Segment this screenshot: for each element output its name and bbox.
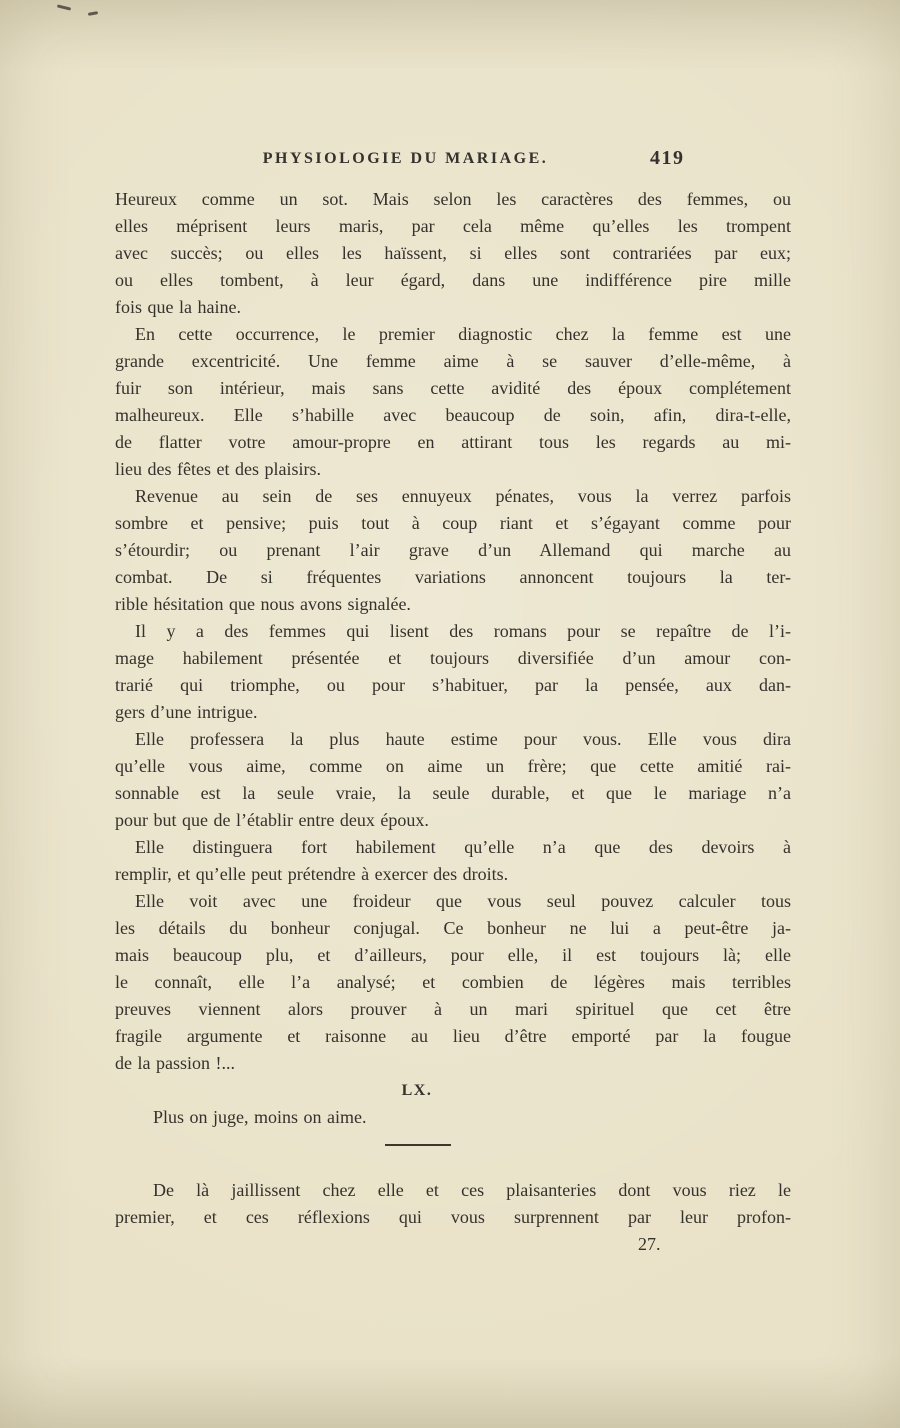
paragraph <box>115 834 791 888</box>
section-heading: LX. <box>401 1082 433 1099</box>
text-line: rible hésitation que nous avons signalée. <box>115 594 411 614</box>
text-line: fragile argumente et raisonne au lieu d’être emporté par la fougue <box>115 1026 791 1046</box>
text-line: gers d’une intrigue. <box>115 702 258 722</box>
paragraph <box>115 618 791 726</box>
text-line: de la passion !... <box>115 1053 235 1073</box>
text-line: mais beaucoup plu, et d’ailleurs, pour elle, il est toujours là; elle <box>115 945 791 965</box>
paragraph <box>115 483 791 618</box>
text-line: trarié qui triomphe, ou pour s’habituer, par la pensée, aux dan- <box>115 675 791 695</box>
text-line: qu’elle vous aime, comme on aime un frère; que cette amitié rai- <box>115 756 791 776</box>
scan-artifact <box>88 11 98 16</box>
text-line: sombre et pensive; puis tout à coup riant et s’égayant comme pour <box>115 513 791 533</box>
text-line: Il y a des femmes qui lisent des romans pour se repaître de l’i- <box>135 621 791 641</box>
text-line: le connaît, elle l’a analysé; et combien de légères mais terribles <box>115 972 791 992</box>
paragraph <box>115 186 791 321</box>
text-line: preuves viennent alors prouver à un mari spirituel que cet être <box>115 999 791 1019</box>
text-line: les détails du bonheur conjugal. Ce bonheur ne lui a peut-être ja- <box>115 918 791 938</box>
paragraph <box>115 726 791 834</box>
page-number: 419 <box>650 147 685 169</box>
running-title: PHYSIOLOGIE DU MARIAGE. <box>262 150 549 167</box>
text-line: fois que la haine. <box>115 297 241 317</box>
text-line: elles méprisent leurs maris, par cela même qu’elles les trompent <box>115 216 791 236</box>
text-line: mage habilement présentée et toujours diversifiée d’un amour con- <box>115 648 791 668</box>
text-line: Elle voit avec une froideur que vous seul pouvez calculer tous <box>135 891 791 911</box>
text-line: Elle distinguera fort habilement qu’elle n’a que des devoirs à <box>135 837 791 857</box>
text-line: malheureux. Elle s’habille avec beaucoup de soin, afin, dira-t-elle, <box>115 405 791 425</box>
signature-mark: 27. <box>638 1234 661 1254</box>
text-line: De là jaillissent chez elle et ces plaisanteries dont vous riez le <box>153 1180 791 1200</box>
text-line: de flatter votre amour-propre en attirant tous les regards au mi- <box>115 432 791 452</box>
page-body <box>115 186 791 1258</box>
text-line: s’étourdir; ou prenant l’air grave d’un Allemand qui marche au <box>115 540 791 560</box>
paragraph <box>115 888 791 1077</box>
text-line: En cette occurrence, le premier diagnostic chez la femme est une <box>135 324 791 344</box>
text-line: ou elles tombent, à leur égard, dans une indifférence pire mille <box>115 270 791 290</box>
text-line: lieu des fêtes et des plaisirs. <box>115 459 321 479</box>
text-line: Plus on juge, moins on aime. <box>153 1107 367 1127</box>
text-line: Heureux comme un sot. Mais selon les caractères des femmes, ou <box>115 189 791 209</box>
separator-rule <box>385 1144 451 1146</box>
text-line: pour but que de l’établir entre deux époux. <box>115 810 429 830</box>
scan-artifact <box>57 4 71 10</box>
text-line: fuir son intérieur, mais sans cette avidité des époux complétement <box>115 378 791 398</box>
text-line: avec succès; ou elles les haïssent, si elles sont contrariées par eux; <box>115 243 791 263</box>
text-line: grande excentricité. Une femme aime à se sauver d’elle-même, à <box>115 351 791 371</box>
text-line: remplir, et qu’elle peut prétendre à exercer des droits. <box>115 864 509 884</box>
paragraph <box>115 321 791 483</box>
running-head <box>115 147 791 178</box>
paragraph <box>115 1177 791 1231</box>
text-line: Elle professera la plus haute estime pour vous. Elle vous dira <box>135 729 791 749</box>
text-line: premier, et ces réflexions qui vous surprennent par leur profon- <box>115 1207 791 1227</box>
text-line: Revenue au sein de ses ennuyeux pénates, vous la verrez parfois <box>135 486 791 506</box>
aphorism <box>115 1104 791 1131</box>
text-line: sonnable est la seule vraie, la seule durable, et que le mariage n’a <box>115 783 791 803</box>
text-line: combat. De si fréquentes variations annoncent toujours la ter- <box>115 567 791 587</box>
